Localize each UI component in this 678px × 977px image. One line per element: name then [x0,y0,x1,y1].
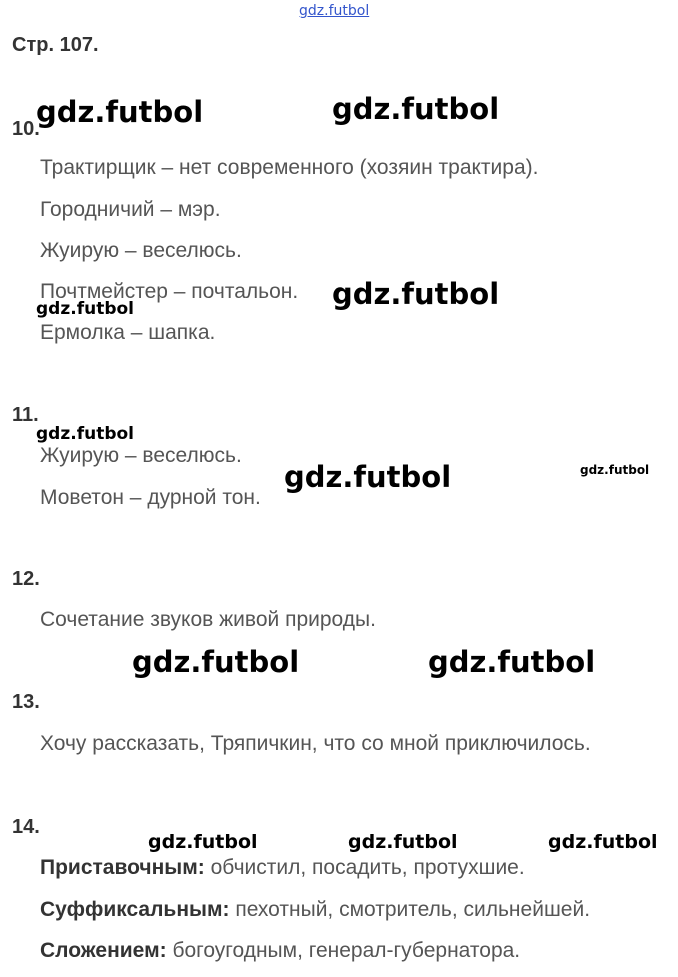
examples-prefixal: обчистил, посадить, протухшие. [204,856,525,879]
examples-suffixal: пехотный, смотритель, сильнейшей. [229,898,591,921]
section-number-12: 12. [12,568,40,590]
section-14-line-1 [40,856,525,880]
watermark: gdz.futbol [332,277,500,311]
section-11-line-2: Моветон – дурной тон. [40,486,261,509]
section-10-line-4: Почтмейстер – почтальон. [40,280,299,303]
term-compounding: Сложением: [40,939,167,962]
watermark: gdz.futbol [148,831,258,853]
section-14-line-3 [40,939,520,963]
examples-compounding: богоугодным, генерал-губернатора. [166,939,521,962]
watermark: gdz.futbol [348,831,458,853]
watermark: gdz.futbol [36,95,204,129]
term-suffixal: Суффиксальным: [40,898,230,921]
page-title: Стр. 107. [12,34,99,56]
section-11-line-1: Жуирую – веселюсь. [40,444,242,467]
section-number-11: 11. [12,404,39,426]
watermark: gdz.futbol [428,645,596,679]
watermark: gdz.futbol [36,424,134,444]
section-number-13: 13. [12,691,40,713]
section-number-10: 10. [12,118,40,140]
term-prefixal: Приставочным: [40,856,205,879]
watermark: gdz.futbol [284,460,452,494]
watermark: gdz.futbol [548,831,658,853]
watermark: gdz.futbol [332,92,500,126]
watermark: gdz.futbol [36,299,134,319]
section-12-line-1: Сочетание звуков живой природы. [40,608,376,631]
section-number-14: 14. [12,816,40,838]
watermark: gdz.futbol [580,463,650,477]
section-14-line-2 [40,898,590,922]
section-10-line-3: Жуирую – веселюсь. [40,239,242,262]
watermark: gdz.futbol [132,645,300,679]
section-10-line-1: Трактирщик – нет современного (хозяин трактира). [40,156,539,179]
section-10-line-2: Городничий – мэр. [40,198,221,221]
section-13-line-1: Хочу рассказать, Тряпичкин, что со мной приключилось. [40,732,591,755]
section-10-line-5: Ермолка – шапка. [40,321,216,344]
top-watermark-link[interactable]: gdz.futbol [299,3,370,19]
